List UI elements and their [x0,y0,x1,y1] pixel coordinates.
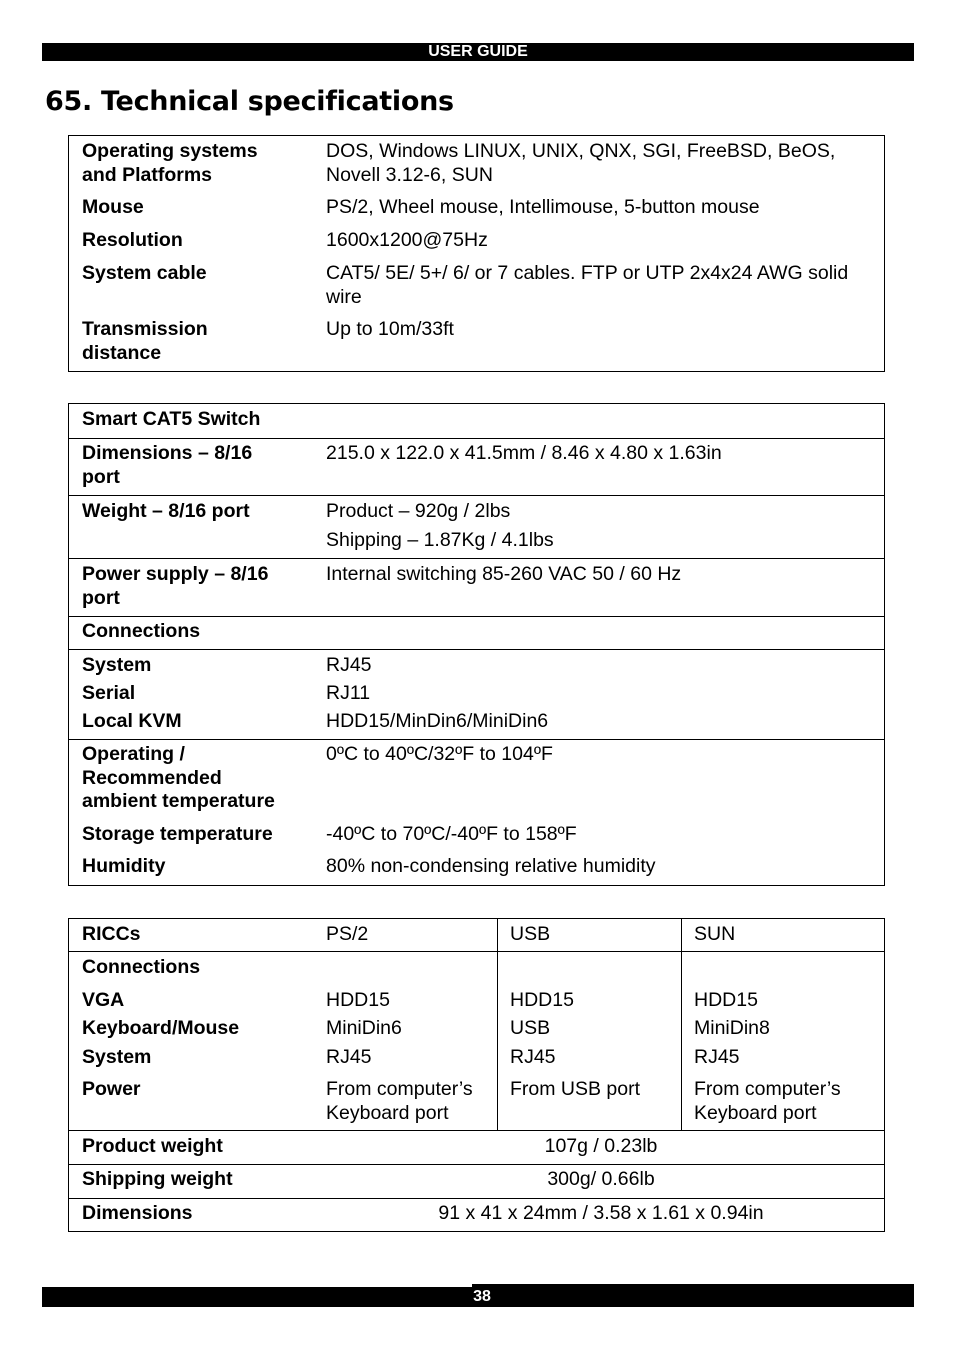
row-divider [69,558,884,559]
keyboard-mouse-sun: MiniDin8 [694,1017,770,1039]
header-bar [42,43,914,61]
local-kvm-value: HDD15/MinDin6/MiniDin6 [326,710,549,732]
row-divider [69,1198,884,1199]
switch-spec-table [68,403,885,886]
column-ps2: PS/2 [326,923,369,945]
general-spec-table [68,135,885,372]
resolution-label: Resolution [82,229,183,251]
keyboard-mouse-ps2: MiniDin6 [326,1017,402,1039]
dimensions-value: 215.0 x 122.0 x 41.5mm / 8.46 x 4.80 x 1.63in [326,442,722,464]
system-usb: RJ45 [510,1046,556,1068]
mouse-value: PS/2, Wheel mouse, Intellimouse, 5-button mouse [326,196,760,218]
riccs-heading: RICCs [82,923,141,945]
distance-label: Transmission distance [82,318,208,364]
vga-usb: HDD15 [510,989,574,1011]
row-divider [69,1130,884,1131]
system-label: System [82,654,152,676]
os-value: DOS, Windows LINUX, UNIX, QNX, SGI, FreeBSD, BeOS, Novell 3.12-6, SUN [326,140,836,186]
column-sun: SUN [694,923,736,945]
operating-temp-value: 0ºC to 40ºC/32ºF to 104ºF [326,743,553,765]
header-text: USER GUIDE [428,43,528,60]
riccs-connections-label: Connections [82,956,201,978]
row-divider [69,438,884,439]
riccs-dimensions-label: Dimensions [82,1202,193,1224]
riccs-system-label: System [82,1046,152,1068]
distance-value: Up to 10m/33ft [326,318,454,340]
vga-sun: HDD15 [694,989,758,1011]
cable-label: System cable [82,262,207,284]
riccs-spec-table [68,918,885,1232]
row-divider [69,739,884,740]
storage-temp-label: Storage temperature [82,823,273,845]
vga-ps2: HDD15 [326,989,390,1011]
power-label: Power supply – 8/16 port [82,563,269,609]
cable-value: CAT5/ 5E/ 5+/ 6/ or 7 cables. FTP or UTP 2x4x24 AWG solid wire [326,262,849,308]
riccs-dimensions-value: 91 x 41 x 24mm / 3.58 x 1.61 x 0.94in [438,1202,764,1224]
product-weight-label: Product weight [82,1135,223,1157]
humidity-value: 80% non-condensing relative humidity [326,855,656,877]
system-ps2: RJ45 [326,1046,372,1068]
storage-temp-value: -40ºC to 70ºC/-40ºF to 158ºF [326,823,577,845]
shipping-weight-value: 300g/ 0.66lb [547,1168,655,1190]
power-usb: From USB port [510,1078,641,1100]
system-sun: RJ45 [694,1046,740,1068]
mouse-label: Mouse [82,196,144,218]
row-divider [69,616,884,617]
weight-label: Weight – 8/16 port [82,500,250,522]
serial-label: Serial [82,682,136,704]
page-number: 38 [473,1288,491,1305]
power-value: Internal switching 85-260 VAC 50 / 60 Hz [326,563,682,585]
product-weight-value: 107g / 0.23lb [544,1135,658,1157]
riccs-power-label: Power [82,1078,141,1100]
power-sun: From computer’s Keyboard port [694,1078,841,1124]
row-divider [69,951,884,952]
row-divider [69,495,884,496]
weight-product: Product – 920g / 2lbs [326,500,511,522]
system-value: RJ45 [326,654,372,676]
serial-value: RJ11 [326,682,371,704]
local-kvm-label: Local KVM [82,710,182,732]
page-title: 65. Technical specifications [45,86,454,117]
power-ps2: From computer’s Keyboard port [326,1078,473,1124]
keyboard-mouse-label: Keyboard/Mouse [82,1017,240,1039]
resolution-value: 1600x1200@75Hz [326,229,488,251]
row-divider [69,1164,884,1165]
column-usb: USB [510,923,551,945]
keyboard-mouse-usb: USB [510,1017,551,1039]
weight-shipping: Shipping – 1.87Kg / 4.1lbs [326,529,554,551]
vga-label: VGA [82,989,125,1011]
switch-heading: Smart CAT5 Switch [82,408,261,430]
shipping-weight-label: Shipping weight [82,1168,233,1190]
os-label: Operating systems and Platforms [82,140,258,186]
dimensions-label: Dimensions – 8/16 port [82,442,253,488]
connections-label: Connections [82,620,201,642]
humidity-label: Humidity [82,855,166,877]
row-divider [69,649,884,650]
operating-temp-label: Operating / Recommended ambient temperature [82,743,275,812]
